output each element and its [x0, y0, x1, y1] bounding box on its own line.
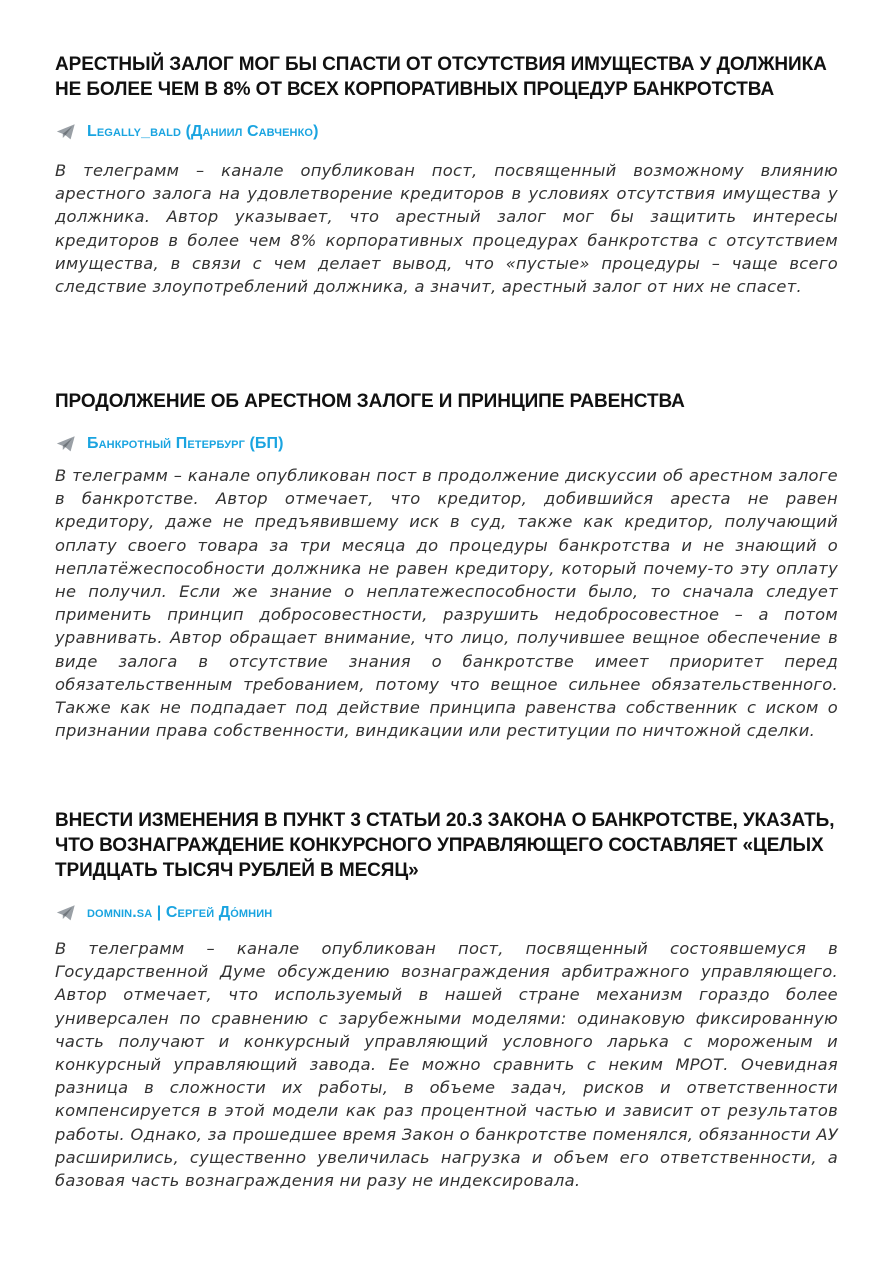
- article-source[interactable]: [55, 120, 838, 144]
- article-source[interactable]: [55, 901, 838, 925]
- article-body: В телеграмм – канале опубликован пост в продолжение дискуссии об арестном залоге в банкротстве. Автор отмечает, что кредитор, добившийся ареста не равен кредитору, даже не предъявившему иск в суд, также как кредитор, получающий оплату своего товара за три месяца до процедуры банкротства и не знающий о неплатёжеспособности должника не равен кредитору, который почему-то эту оплату не получил. Если же знание о неплатежеспособности было, то сначала следует применить принцип добросовестности, разрушить недобросовестное – а потом уравнивать. Автор обращает внимание, что лицо, получившее вещное обеспечение в виде залога в отсутствие знания о банкротстве имеет приоритет перед обязательственным требованием, потому что вещное сильнее обязательственного. Также как не подпадает под действие принципа равенства собственник с иском о признании права собственности, виндикации или реституции по ничтожной сделки.: [55, 466, 838, 741]
- article-body: В телеграмм – канале опубликован пост, посвященный возможному влиянию арестного залога на удовлетворение кредиторов в условиях отсутствия имущества у должника. Автор указывает, что арестный залог мог бы защитить интересы кредиторов в более чем 8% корпоративных процедурах банкротства с отсутствием имущества, в связи с чем делает вывод, что «пустые» процедуры – чаще всего следствие злоупотреблений должника, а значит, арестный залог от них не спасет.: [55, 161, 838, 297]
- article-headline: ВНЕСТИ ИЗМЕНЕНИЯ В ПУНКТ 3 СТАТЬИ 20.3 ЗАКОНА О БАНКРОТСТВЕ, УКАЗАТЬ, ЧТО ВОЗНАГРАЖДЕНИЕ КОНКУРСНОГО УПРАВЛЯЮЩЕГО СОСТАВЛЯЕТ «ЦЕЛЫХ ТРИДЦАТЬ ТЫСЯЧ РУБЛЕЙ В МЕСЯЦ»: [55, 810, 835, 881]
- article-source[interactable]: [55, 432, 838, 456]
- article-body: В телеграмм – канале опубликован пост, посвященный состоявшемуся в Государственной Думе обсуждению вознаграждения арбитражного управляющего. Автор отмечает, что используемый в нашей стране механизм гораздо более универсален по сравнению с зарубежными моделями: одинаковую фиксированную часть получают и конкурсный управляющий условного ларька с мороженым и конкурсный управляющий завода. Ее можно сравнить с неким МРОТ. Очевидная разница в сложности их работы, в объеме задач, рисков и ответственности компенсируется в этой модели как раз процентной частью и зависит от результатов работы. Однако, за прошедшее время Закон о банкротстве поменялся, обязанности АУ расширились, существенно увеличилась нагрузка и объем его ответственности, а базовая часть вознаграждения ни разу не индексировала.: [55, 939, 838, 1191]
- source-label[interactable]: Legally_bald (Даниил Савченко): [87, 123, 319, 140]
- article-headline: АРЕСТНЫЙ ЗАЛОГ МОГ БЫ СПАСТИ ОТ ОТСУТСТВИЯ ИМУЩЕСТВА У ДОЛЖНИКА НЕ БОЛЕЕ ЧЕМ В 8% ОТ ВСЕХ КОРПОРАТИВНЫХ ПРОЦЕДУР БАНКРОТСТВА: [55, 54, 827, 100]
- source-label[interactable]: Банкротный Петербург (БП): [87, 435, 284, 452]
- telegram-icon: [55, 902, 77, 924]
- article-manager-remuneration: [55, 808, 838, 1192]
- telegram-icon: [55, 433, 77, 455]
- article-headline: ПРОДОЛЖЕНИЕ ОБ АРЕСТНОМ ЗАЛОГЕ И ПРИНЦИПЕ РАВЕНСТВА: [55, 391, 685, 412]
- telegram-icon: [55, 121, 77, 143]
- source-label[interactable]: domnin.sa | Сергей До́мнин: [87, 904, 273, 921]
- article-arrest-pledge: [55, 52, 838, 298]
- article-arrest-pledge-equality: [55, 389, 838, 742]
